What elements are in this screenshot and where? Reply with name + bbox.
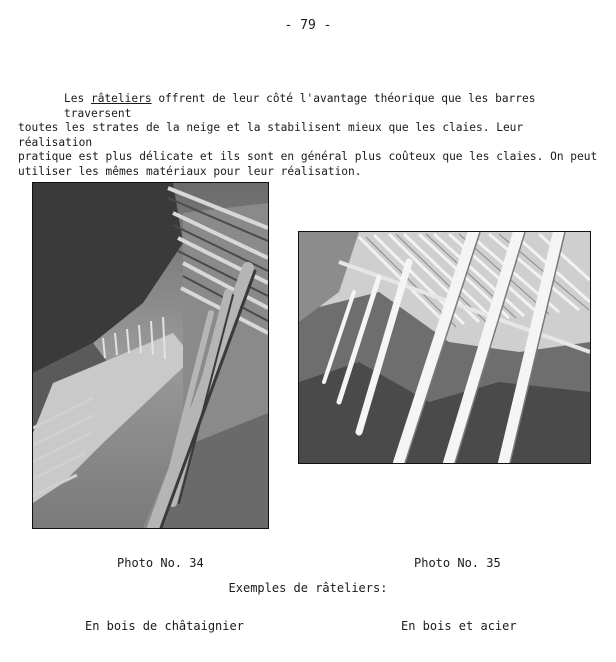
photo-34-drawing [33,183,268,528]
term-rateliers: râteliers [90,92,152,105]
intro-line-1-start: Les [64,92,91,105]
photo-35-material: En bois et acier [401,619,517,633]
intro-line-2: toutes les strates de la neige et la stabilisent mieux que les claies. Leur réalisation [18,121,524,149]
photo-35-drawing [299,232,590,463]
page-number: - 79 - [284,18,332,33]
photo-34-caption: Photo No. 34 [117,556,204,570]
photo-34-material: En bois de châtaignier [85,619,244,633]
examples-heading: Exemples de râteliers: [228,581,388,595]
intro-paragraph [18,92,598,179]
intro-line-3: pratique est plus délicate et ils sont en général plus coûteux que les claies. On peut [18,150,598,163]
photo-34-image [32,182,269,529]
intro-line-4: utiliser les mêmes matériaux pour leur réalisation. [18,164,362,178]
intro-line-1-end: offrent de leur côté l'avantage théorique que les barres traversent [64,92,536,120]
photo-35-caption: Photo No. 35 [414,556,501,570]
photo-35-image [298,231,591,464]
intro-line-1 [18,92,598,121]
